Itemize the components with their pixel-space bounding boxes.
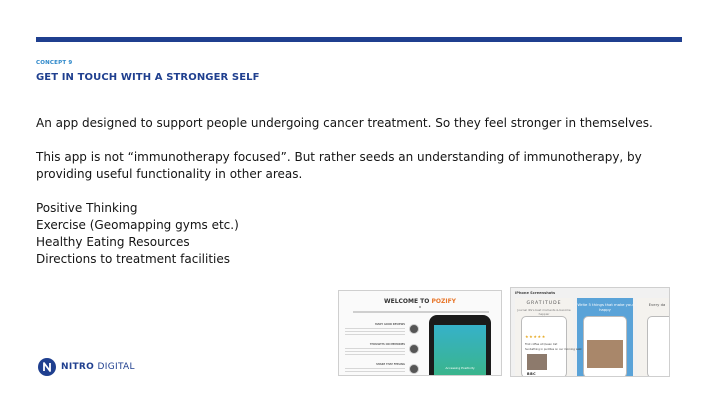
share-icon: [409, 364, 419, 374]
chat-icon: [409, 324, 419, 334]
pozify-feature: [345, 323, 405, 335]
brand-name-light: DIGITAL: [97, 362, 135, 372]
pozify-feature-title: SHARE THAT FEELING: [376, 363, 405, 366]
pozify-app-name: POZIFY: [431, 298, 457, 305]
headline: GET IN TOUCH WITH A STRONGER SELF: [36, 72, 260, 83]
rating-stars-icon: ★★★★★: [525, 334, 546, 339]
pozify-feature: [345, 363, 405, 372]
screenshots-title: iPhone Screenshots: [515, 291, 556, 295]
body-text: [36, 115, 656, 268]
gratitude-list-item: Sunbathing in puddles on our morning walk: [525, 348, 582, 351]
pozify-screenshot: [338, 290, 502, 376]
dog-photo: [587, 340, 623, 368]
phone-screen-text: Accessing Positivity: [445, 366, 475, 370]
pozify-welcome-title: [339, 298, 501, 305]
pozify-feature-title: MANY GOOD REVIEWS: [375, 323, 405, 326]
immunotherapy-paragraph: This app is not “immunotherapy focused”. But rather seeds an understanding of immunotherapy, by providing useful functionality in other areas.: [36, 150, 642, 181]
gratitude-list-item: First coffee at Queen Cat: [525, 343, 558, 346]
feature-item: Exercise (Geomapping gyms etc.): [36, 218, 239, 232]
intro-paragraph: An app designed to support people undergoing cancer treatment. So they feel stronger in themselves.: [36, 116, 653, 130]
brand-name-bold: NITRO: [61, 362, 95, 372]
gratitude-subtitle: Journal life's best moments & become happier: [517, 308, 571, 316]
brand-name: [61, 362, 135, 372]
feature-item: Directions to treatment facilities: [36, 252, 231, 266]
dog-photo: [527, 354, 547, 370]
brand-logo: [38, 358, 135, 376]
scale-icon: [409, 344, 419, 354]
concept-label: CONCEPT 9: [36, 60, 73, 66]
pozify-feature-title: THOUGHTS ON MEMORIES: [369, 343, 405, 346]
feature-list: [36, 200, 656, 268]
bbc-logo: BBC: [527, 372, 537, 376]
top-rule: [36, 37, 682, 42]
feature-item: Healthy Eating Resources: [36, 235, 190, 249]
divider-dot: [419, 306, 421, 308]
gratitude-title: GRATITUDE: [526, 301, 562, 306]
gratitude-screenshot: [510, 287, 670, 377]
feature-item: Positive Thinking: [36, 201, 138, 215]
gratitude-panel-2-title: Write 5 things that make you happy: [577, 302, 633, 312]
nitro-logo-icon: [38, 358, 56, 376]
pozify-subtitle: [353, 311, 489, 313]
gratitude-panel-3-title: Every da: [648, 302, 666, 307]
pozify-feature: [345, 343, 405, 355]
phone-mockup: [647, 316, 670, 377]
pozify-welcome-text: WELCOME TO: [383, 298, 430, 305]
